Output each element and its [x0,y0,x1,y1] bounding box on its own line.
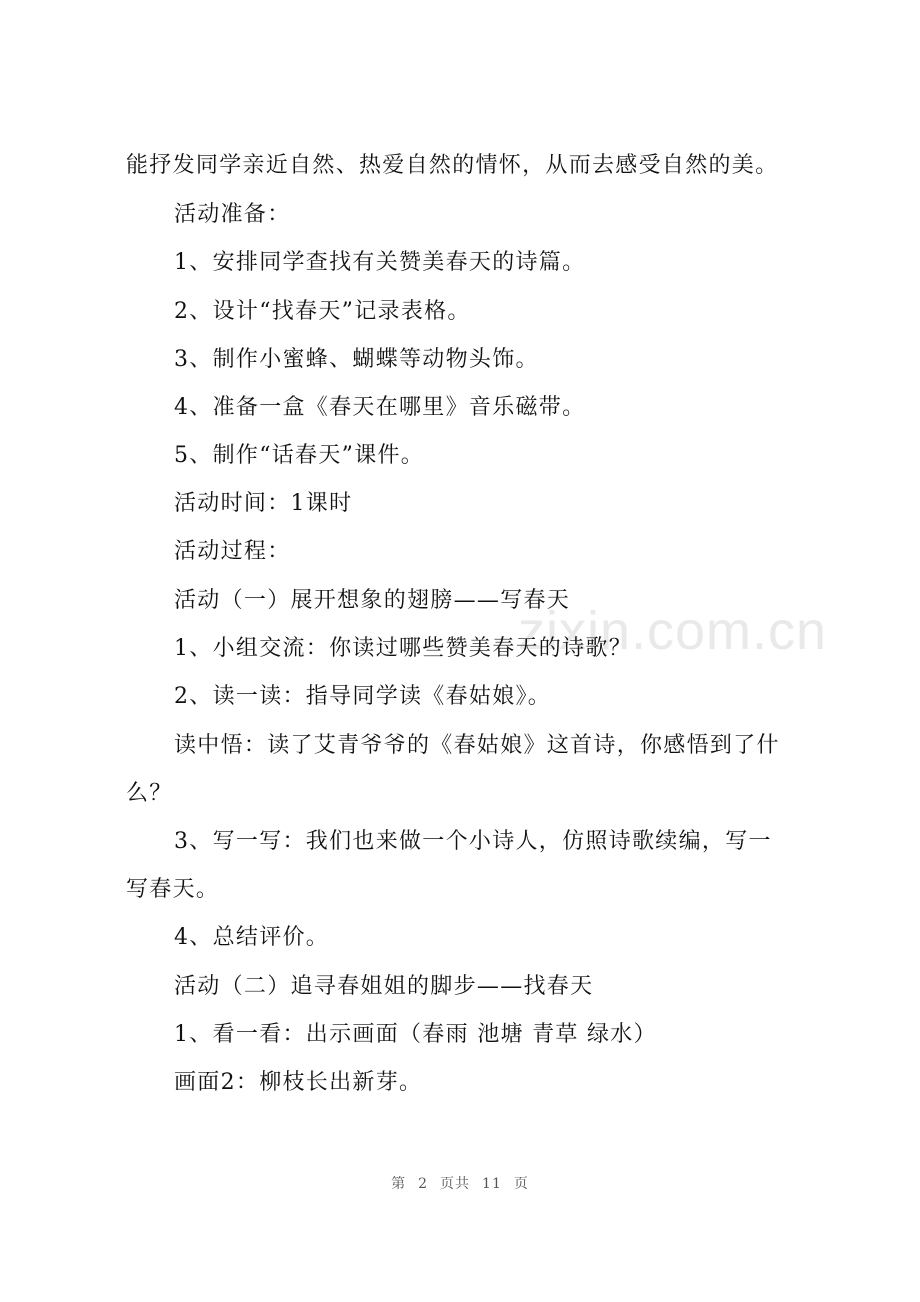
list-item: 2、读一读：指导同学读《春姑娘》。 [174,684,552,709]
section-heading-preparation: 活动准备： [174,202,291,227]
paragraph-line: 写春天。 [126,877,220,902]
list-item: 5、制作“话春天”课件。 [174,443,425,468]
paragraph-line: 能抒发同学亲近自然、热爱自然的情怀，从而去感受自然的美。 [126,153,779,178]
activity-time: 活动时间：1课时 [174,491,353,516]
list-item: 4、总结评价。 [174,925,330,950]
activity-heading-one: 活动（一）展开想象的翅膀——写春天 [174,588,571,613]
footer-suffix: 页 [513,1176,529,1192]
list-item: 1、看一看：出示画面（春雨 池塘 青草 绿水） [174,1022,657,1047]
page-footer [0,1174,920,1194]
paragraph-line: 3、写一写：我们也来做一个小诗人，仿照诗歌续编，写一 [174,829,772,854]
watermark: zixin.com.cn [518,601,828,661]
footer-total-pages: 11 [482,1176,502,1192]
paragraph-line: 画面2：柳枝长出新芽。 [174,1070,423,1095]
list-item: 1、小组交流：你读过哪些赞美春天的诗歌？ [174,636,632,661]
section-heading-process: 活动过程： [174,539,291,564]
paragraph-line: 读中悟：读了艾青爷爷的《春姑娘》这首诗，你感悟到了什 [174,733,780,758]
list-item: 2、设计“找春天”记录表格。 [174,299,471,324]
list-item: 1、安排同学查找有关赞美春天的诗篇。 [174,250,586,275]
footer-mid: 页共 [440,1176,471,1192]
paragraph-line: 么？ [126,781,173,806]
footer-prefix: 第 [391,1176,407,1192]
list-item: 4、准备一盒《春天在哪里》音乐磁带。 [174,395,586,420]
footer-current-page: 2 [418,1176,429,1192]
activity-heading-two: 活动（二）追寻春姐姐的脚步——找春天 [174,974,594,999]
list-item: 3、制作小蜜蜂、蝴蝶等动物头饰。 [174,347,539,372]
